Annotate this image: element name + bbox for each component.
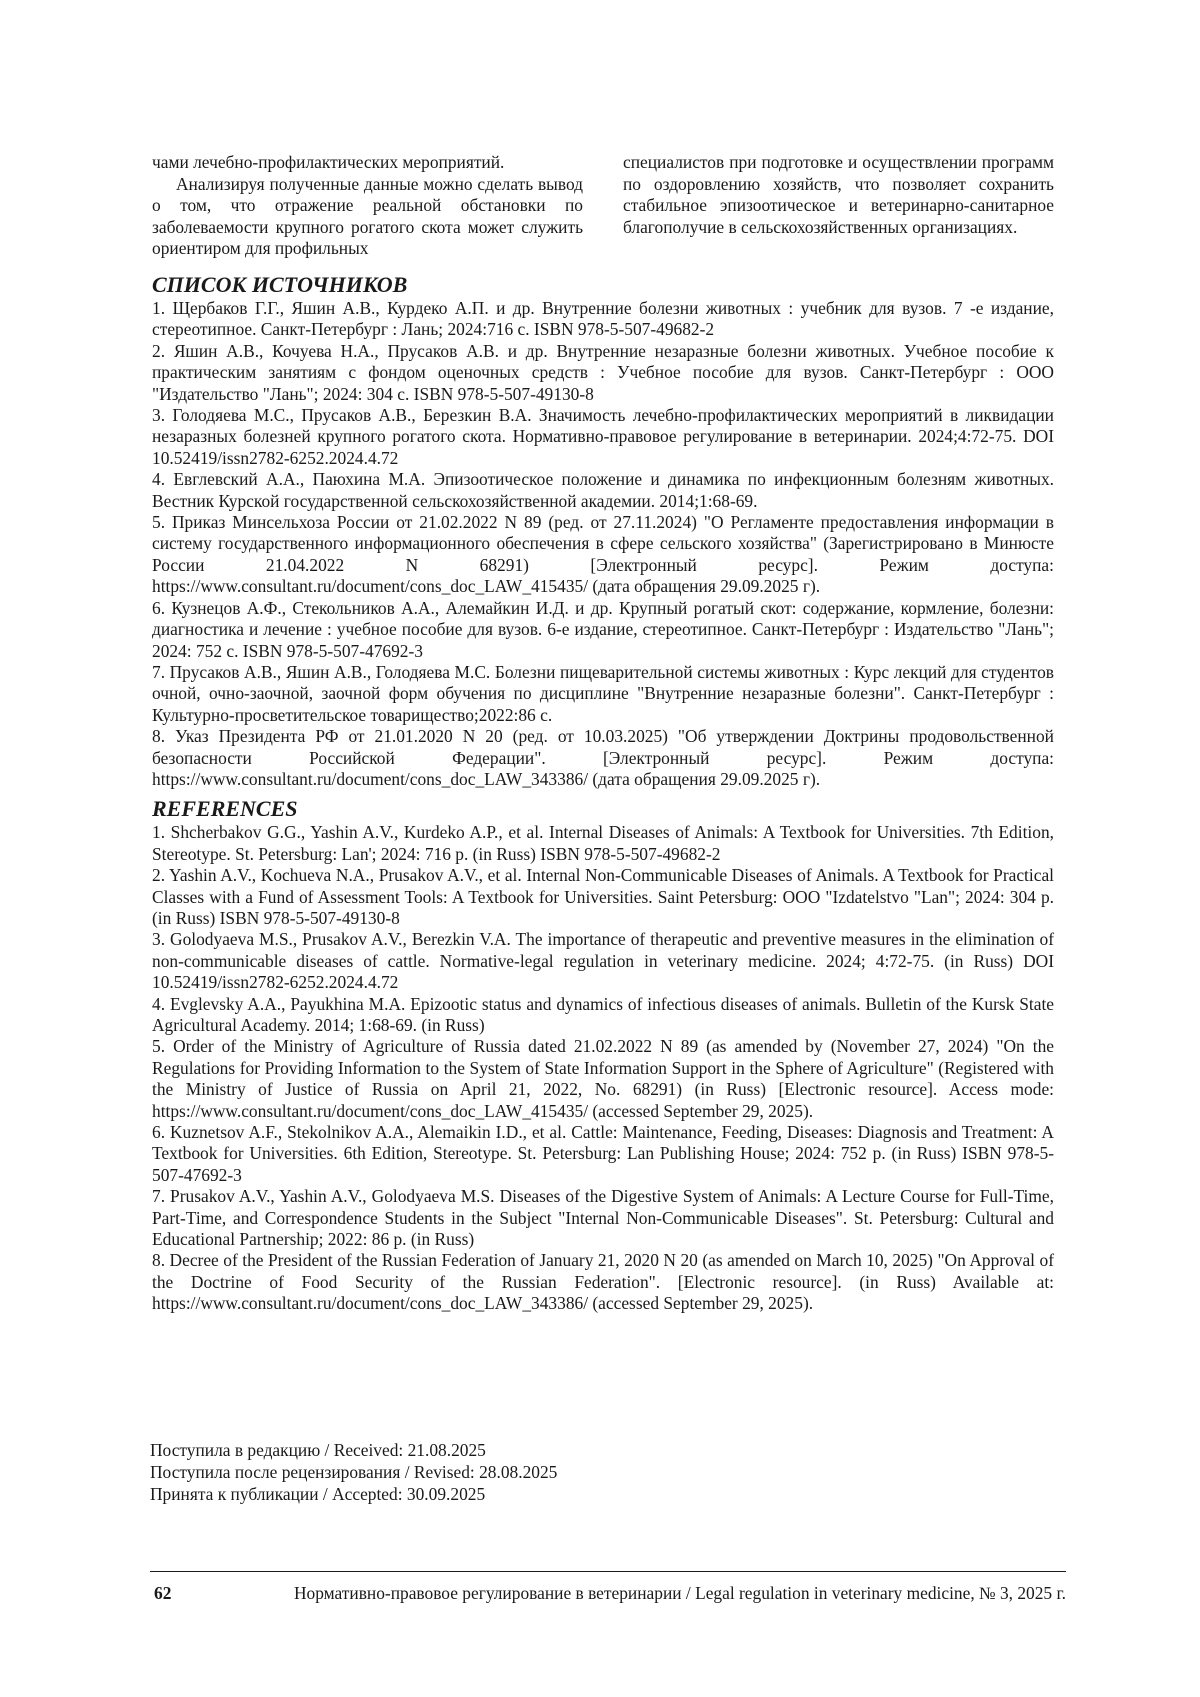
reference-item: 2. Yashin A.V., Kochueva N.A., Prusakov A.V., et al. Internal Non-Communicable Diseases of Animals. A Textbook for Practical Classes with a Fund of Assessment Tools: A Textbook for Universities. Saint Petersburg: OOO "Izdatelstvo "Lan"; 2024: 304 p. (in Russ) ISBN 978-5-507-49130-8	[152, 865, 1054, 928]
reference-item: 7. Prusakov A.V., Yashin A.V., Golodyaeva M.S. Diseases of the Digestive System of Animals: A Lecture Course for Full-Time, Part-Time, and Correspondence Students in the Subject "Internal Non-Communicable Diseases". St. Petersburg: Cultural and Educational Partnership; 2022: 86 p. (in Russ)	[152, 1186, 1054, 1250]
source-item: 2. Яшин А.В., Кочуева Н.А., Прусаков А.В. и др. Внутренние незаразные болезни животных. Учебное пособие к практическим занятиям с фондом оценочных средств : Учебное пособие для вузов. Санкт-Петербург : ООО "Издательство "Лань"; 2024: 304 с. ISBN 978-5-507-49130-8	[152, 340, 1054, 404]
intro-left-paragraph-1: чами лечебно-профилактических мероприятий.	[152, 152, 505, 172]
reference-item: 1. Shcherbakov G.G., Yashin A.V., Kurdeko A.P., et al. Internal Diseases of Animals: A Textbook for Universities. 7th Edition, Stereotype. St. Petersburg: Lan'; 2024: 716 p. (in Russ) ISBN 978-5-507-49682-2	[152, 822, 1054, 864]
intro-columns	[152, 152, 1054, 260]
references-list	[152, 822, 1054, 1314]
references-content	[152, 272, 1054, 1315]
footer-divider	[150, 1571, 1066, 1572]
reference-item: 8. Decree of the President of the Russian Federation of January 21, 2020 N 20 (as amended on March 10, 2025) "On Approval of the Doctrine of Food Security of the Russian Federation". [Electronic resource]. (in Russ) Available at: https://www.consultant.ru/document/cons_doc_LAW_343386/ (accessed September 29, 2025).	[152, 1250, 1054, 1314]
received-date: Поступила в редакцию / Received: 21.08.2025	[150, 1440, 486, 1460]
journal-citation: Нормативно-правовое регулирование в ветеринарии / Legal regulation in veterinary medicine, № 3, 2025 г.	[293, 1583, 1066, 1603]
intro-left-paragraph-2: Анализируя полученные данные можно сделать вывод о том, что отражение реальной обстановки по заболеваемости крупного рогатого скота может служить ориентиром для профильных	[152, 173, 583, 259]
sources-list	[152, 298, 1054, 790]
source-item: 5. Приказ Минсельхоза России от 21.02.2022 N 89 (ред. от 27.11.2024) "О Регламенте предоставления информации в систему государственного информационного обеспечения в сфере сельского хозяйства" (Зарегистрировано в Минюсте России 21.04.2022 N 68291) [Электронный ресурс]. Режим доступа: https://www.consultant.ru/document/cons_doc_LAW_415435/ (дата обращения 29.09.2025 г).	[152, 512, 1054, 597]
accepted-date: Принята к публикации / Accepted: 30.09.2025	[150, 1484, 486, 1504]
submission-dates	[150, 1439, 557, 1505]
source-item: 6. Кузнецов А.Ф., Стекольников А.А., Алемайкин И.Д. и др. Крупный рогатый скот: содержание, кормление, болезни: диагностика и лечение : учебное пособие для вузов. 6-е издание, стереотипное. Санкт-Петербург : Издательство "Лань"; 2024: 752 с. ISBN 978-5-507-47692-3	[152, 597, 1054, 661]
reference-item: 6. Kuznetsov A.F., Stekolnikov A.A., Alemaikin I.D., et al. Cattle: Maintenance, Feeding, Diseases: Diagnosis and Treatment: A Textbook for Universities. 6th Edition, Stereotype. St. Petersburg: Lan Publishing House; 2024: 752 p. (in Russ) ISBN 978-5-507-47692-3	[152, 1122, 1054, 1185]
source-item: 8. Указ Президента РФ от 21.01.2020 N 20 (ред. от 10.03.2025) "Об утверждении Доктрины продовольственной безопасности Российской Федерации". [Электронный ресурс]. Режим доступа: https://www.consultant.ru/document/cons_doc_LAW_343386/ (дата обращения 29.09.2025 г).	[152, 726, 1054, 789]
source-item: 1. Щербаков Г.Г., Яшин А.В., Курдеко А.П. и др. Внутренние болезни животных : учебник для вузов. 7 -е издание, стереотипное. Санкт-Петербург : Лань; 2024:716 с. ISBN 978-5-507-49682-2	[152, 298, 1054, 340]
sources-heading: СПИСОК ИСТОЧНИКОВ	[152, 272, 408, 297]
intro-left-column	[152, 152, 583, 260]
references-heading: REFERENCES	[152, 796, 298, 822]
source-item: 3. Голодяева М.С., Прусаков А.В., Березкин В.А. Значимость лечебно-профилактических мероприятий в ликвидации незаразных болезней крупного рогатого скота. Нормативно-правовое регулирование в ветеринарии. 2024;4:72-75. DOI 10.52419/issn2782-6252.2024.4.72	[152, 405, 1054, 468]
source-item: 7. Прусаков А.В., Яшин А.В., Голодяева М.С. Болезни пищеварительной системы животных : Курс лекций для студентов очной, очно-заочной, заочной форм обучения по дисциплине "Внутренние незаразные болезни". Санкт-Петербург : Культурно-просветительское товарищество;2022:86 с.	[152, 661, 1054, 725]
page-number: 62	[154, 1583, 172, 1603]
source-item: 4. Евглевский А.А., Паюхина М.А. Эпизоотическое положение и динамика по инфекционным болезням животных. Вестник Курской государственной сельскохозяйственной академии. 2014;1:68-69.	[152, 469, 1054, 511]
reference-item: 5. Order of the Ministry of Agriculture of Russia dated 21.02.2022 N 89 (as amended by (November 27, 2024) "On the Regulations for Providing Information to the System of State Information Support in the Sphere of Agriculture" (Registered with the Ministry of Justice of Russia on April 21, 2022, No. 68291) (in Russ) [Electronic resource]. Access mode: https://www.consultant.ru/document/cons_doc_LAW_415435/ (accessed September 29, 2025).	[152, 1036, 1054, 1121]
revised-date: Поступила после рецензирования / Revised: 28.08.2025	[150, 1462, 558, 1482]
intro-right-paragraph: специалистов при подготовке и осуществлении программ по оздоровлению хозяйств, что позволяет сохранить стабильное эпизоотическое и ветеринарно-санитарное благополучие в сельскохозяйственных организациях.	[623, 152, 1054, 237]
page-footer	[150, 1582, 1066, 1604]
reference-item: 3. Golodyaeva M.S., Prusakov A.V., Berezkin V.A. The importance of therapeutic and preventive measures in the elimination of non-communicable diseases of cattle. Normative-legal regulation in veterinary medicine. 2024; 4:72-75. (in Russ) DOI 10.52419/issn2782-6252.2024.4.72	[152, 929, 1054, 993]
intro-right-column	[623, 152, 1054, 260]
reference-item: 4. Evglevsky A.A., Payukhina M.A. Epizootic status and dynamics of infectious diseases of animals. Bulletin of the Kursk State Agricultural Academy. 2014; 1:68-69. (in Russ)	[152, 993, 1054, 1035]
